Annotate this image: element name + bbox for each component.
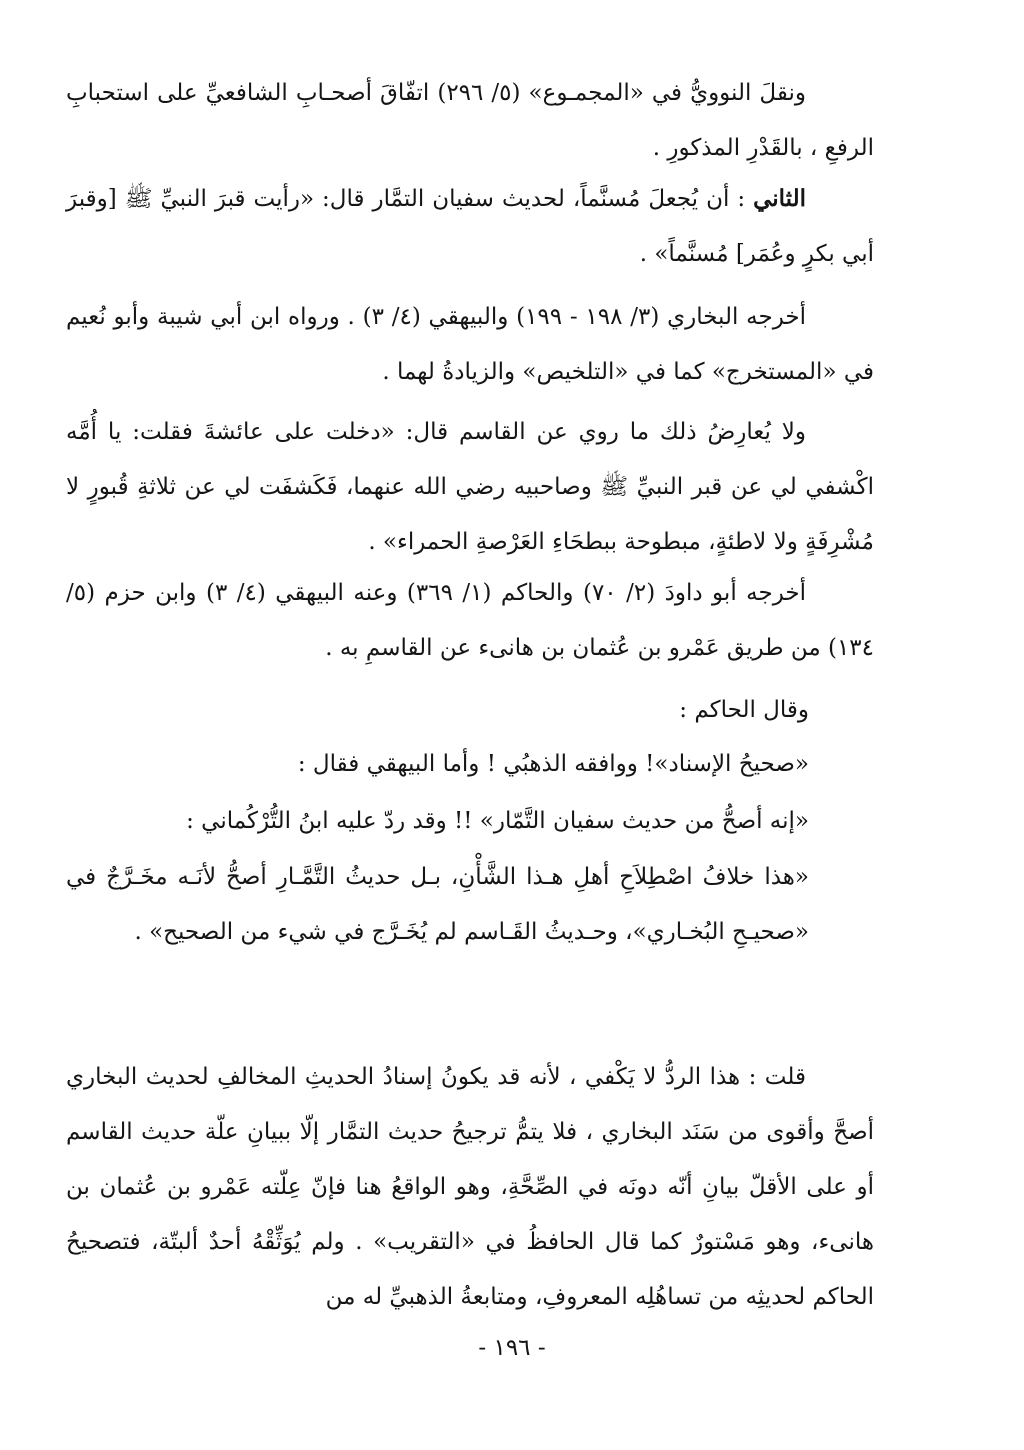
line-hakim-quote: «صحيحُ الإسناد»! ووافقه الذهبُي ! وأما البيهقي فقال : <box>297 751 809 777</box>
line-bayhaqi-quote: «إنه أصحُّ من حديث سفيان التَّمّار» !! وقد ردّ عليه ابنُ التُّرْكُماني : <box>186 808 809 834</box>
paragraph-second-text: : أن يُجعلَ مُسنَّماً، لحديث سفيان التمَّار قال: «رأيت قبرَ النبيِّ ﷺ [وقبرَ أبي بكرٍ وعُمَر] مُسنَّماً» . <box>66 186 874 267</box>
line-hakim-said: وقال الحاكم : <box>679 697 809 723</box>
paragraph-qasim-hadith: ولا يُعارِضُ ذلك ما روي عن القاسم قال: «دخلت على عائشةَ فقلت: يا أُمَّه اكْشفي لي عن قبر النبيِّ ﷺ وصاحبيه رضي الله عنهما، فَكَشفَت لي عن ثلاثةِ قُبورٍ لا مُشْرِفَةٍ ولا لاطئةٍ، مبطوحة ببطحَاءِ العَرْصةِ الحمراء» . <box>66 419 874 555</box>
page-number: - ١٩٦ - <box>478 1335 546 1361</box>
paragraph-second-point <box>66 171 874 282</box>
section-label-second: الثاني <box>753 185 806 212</box>
paragraph-bukhari-citation: أخرجه البخاري (٣/ ١٩٨ - ١٩٩) والبيهقي (٤/ ٣) . ورواه ابن أبي شيبة وأبو نُعيم في «المستخرج» كما في «التلخيص» والزيادةُ لهما . <box>66 304 874 385</box>
paragraph-turkmani-quote: «هذا خلافُ اصْطِلاَحِ أهلِ هـذا الشَّأْنِ، بـل حديثُ التَّمَّـارِ أصحُّ لأنَـه مخَـرَّجٌ في «صحيـحِ البُخـاري»، وحـديثُ القَـاسم لم يُخَـرَّج في شيء من الصحيح» . <box>66 864 809 945</box>
paragraph-author-comment: قلت : هذا الردُّ لا يَكْفي ، لأنه قد يكونُ إسنادُ الحديثِ المخالفِ لحديث البخاري أصحَّ وأقوى من سَنَد البخاري ، فلا يتمُّ ترجيحُ حديث التمَّار إلّا ببيانِ علّة حديث القاسم أو على الأقلّ بيانِ أنّه دونَه في الصِّحَّةِ، وهو الواقعُ هنا فإنّ عِلّته عَمْرو بن عُثمان بن هانىء، وهو مَسْتورٌ كما قال الحافظُ في «التقريب» . ولم يُوَثِّقْهُ أحدٌ ألبتّة، فتصحيحُ الحاكم لحديثِه من تساهُلِه المعروفِ، ومتابعةُ الذهبيِّ له من <box>66 1064 874 1310</box>
paragraph-nawawi-quote: ونقلَ النوويُّ في «المجمـوع» (٥/ ٢٩٦) اتفّاقَ أصحـابِ الشافعيِّ على استحبابِ الرفعِ ، بالقَدْرِ المذكورِ . <box>66 80 874 161</box>
paragraph-abu-dawud-citation: أخرجه أبو داودَ (٢/ ٧٠) والحاكم (١/ ٣٦٩) وعنه البيهقي (٤/ ٣) وابن حزم (٥/ ١٣٤) من طريق عَمْرو بن عُثمان بن هانىء عن القاسمِ به . <box>66 580 874 661</box>
